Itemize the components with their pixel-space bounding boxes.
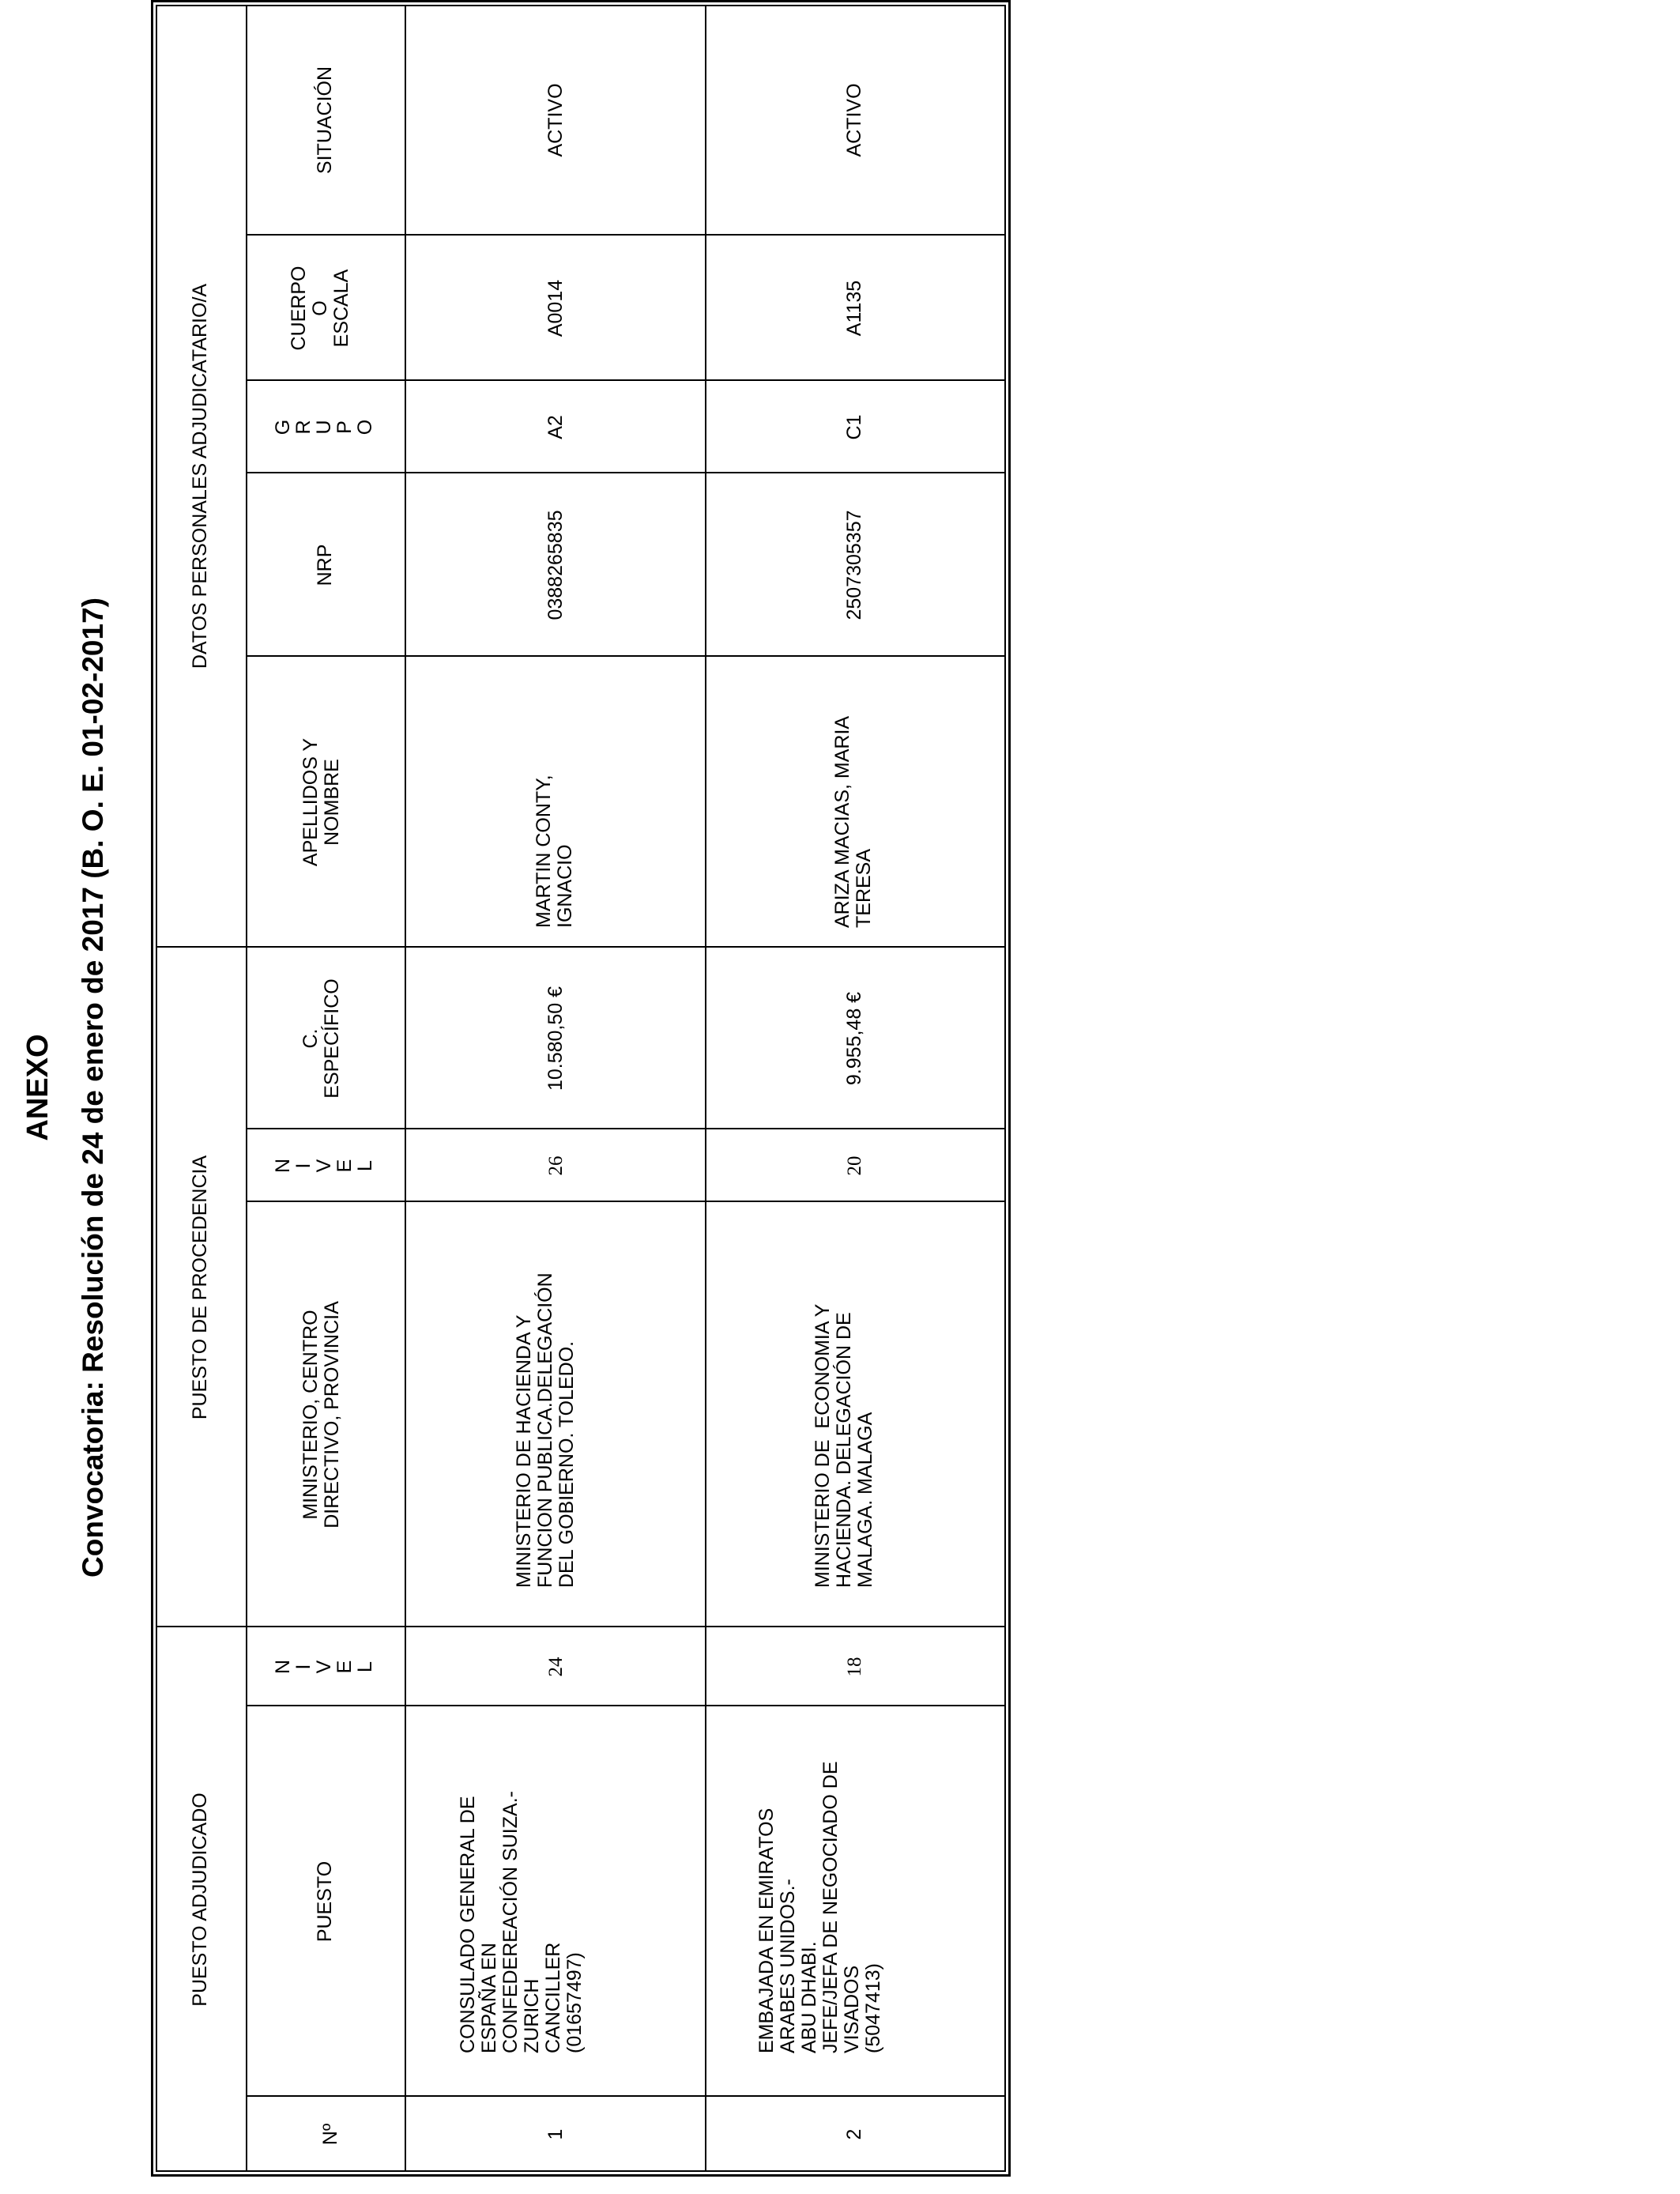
cell-grupo: C1 bbox=[843, 414, 865, 440]
column-header-grupo: G R U P O bbox=[272, 419, 376, 435]
rule-col-apellidos bbox=[246, 655, 1006, 657]
column-header-nrp: NRP bbox=[314, 544, 336, 586]
column-header-situacion: SITUACIÓN bbox=[314, 66, 336, 175]
rule-col-cuerpo bbox=[246, 234, 1006, 236]
column-header-puesto: PUESTO bbox=[314, 1860, 336, 1943]
column-header-apellidos: APELLIDOS Y NOMBRE bbox=[299, 737, 343, 867]
cell-grupo: A2 bbox=[544, 415, 567, 439]
cell-apellidos: ARIZA MACIAS, MARIA TERESA bbox=[831, 715, 875, 928]
cell-ministerio: MINISTERIO DE HACIENDA Y FUNCION PUBLICA.DELEGACIÓN DEL GOBIERNO. TOLEDO. bbox=[513, 1272, 578, 1588]
rule-below-group-header bbox=[246, 5, 247, 2172]
cell-ministerio: MINISTERIO DE ECONOMIA Y HACIENDA. DELEGACIÓN DE MALAGA. MALAGA bbox=[812, 1303, 876, 1588]
cell-situacion: ACTIVO bbox=[544, 83, 567, 157]
cell-puesto: CONSULADO GENERAL DE ESPAÑA EN CONFEDEREACIÓN SUIZA.- ZURICH CANCILLER (01657497) bbox=[457, 1791, 586, 2053]
column-header-cuerpo: CUERPO O ESCALA bbox=[288, 266, 352, 351]
column-header-nivel2: N I V E L bbox=[272, 1158, 376, 1174]
column-header-ministerio: MINISTERIO, CENTRO DIRECTIVO, PROVINCIA bbox=[299, 1301, 343, 1529]
rule-below-column-header bbox=[405, 5, 406, 2172]
cell-nrp: 2507305357 bbox=[843, 510, 865, 620]
column-header-especifico: C. ESPECÍFICO bbox=[299, 978, 343, 1099]
cell-situacion: ACTIVO bbox=[843, 83, 865, 157]
page-subtitle: Convocatoria: Resolución de 24 de enero de 2017 (B. O. E. 01-02-2017) bbox=[77, 598, 109, 1578]
group-header-datos-personales: DATOS PERSONALES ADJUDICATARIO/A bbox=[189, 283, 211, 669]
cell-apellidos: MARTIN CONTY, IGNACIO bbox=[533, 775, 576, 928]
rule-col-num bbox=[246, 2095, 1006, 2097]
group-header-puesto-adjudicado: PUESTO ADJUDICADO bbox=[189, 1793, 211, 2007]
rule-below-row-1 bbox=[705, 5, 706, 2172]
cell-especifico: 9.955,48 € bbox=[843, 991, 865, 1086]
cell-nivel: 24 bbox=[545, 1657, 567, 1677]
cell-cuerpo: A0014 bbox=[544, 279, 567, 337]
column-header-nivel: N I V E L bbox=[272, 1659, 376, 1675]
cell-num: 1 bbox=[544, 2128, 567, 2140]
group-header-puesto-procedencia: PUESTO DE PROCEDENCIA bbox=[189, 1155, 211, 1420]
cell-puesto: EMBAJADA EN EMIRATOS ARABES UNIDOS.- ABU DHABI. JEFE/JEFA DE NEGOCIADO DE VISADOS (5047413) bbox=[755, 1761, 884, 2053]
cell-cuerpo: A1135 bbox=[843, 280, 865, 337]
rule-group-procedencia bbox=[156, 946, 1006, 948]
page-title: ANEXO bbox=[21, 1034, 55, 1141]
cell-nivel2: 20 bbox=[844, 1155, 865, 1176]
cell-nrp: 0388265835 bbox=[544, 510, 567, 620]
cell-nivel2: 26 bbox=[545, 1155, 567, 1176]
column-header-num: Nº bbox=[319, 2123, 341, 2146]
cell-especifico: 10.580,50 € bbox=[544, 986, 567, 1091]
cell-num: 2 bbox=[843, 2128, 865, 2140]
cell-nivel: 18 bbox=[844, 1657, 865, 1677]
